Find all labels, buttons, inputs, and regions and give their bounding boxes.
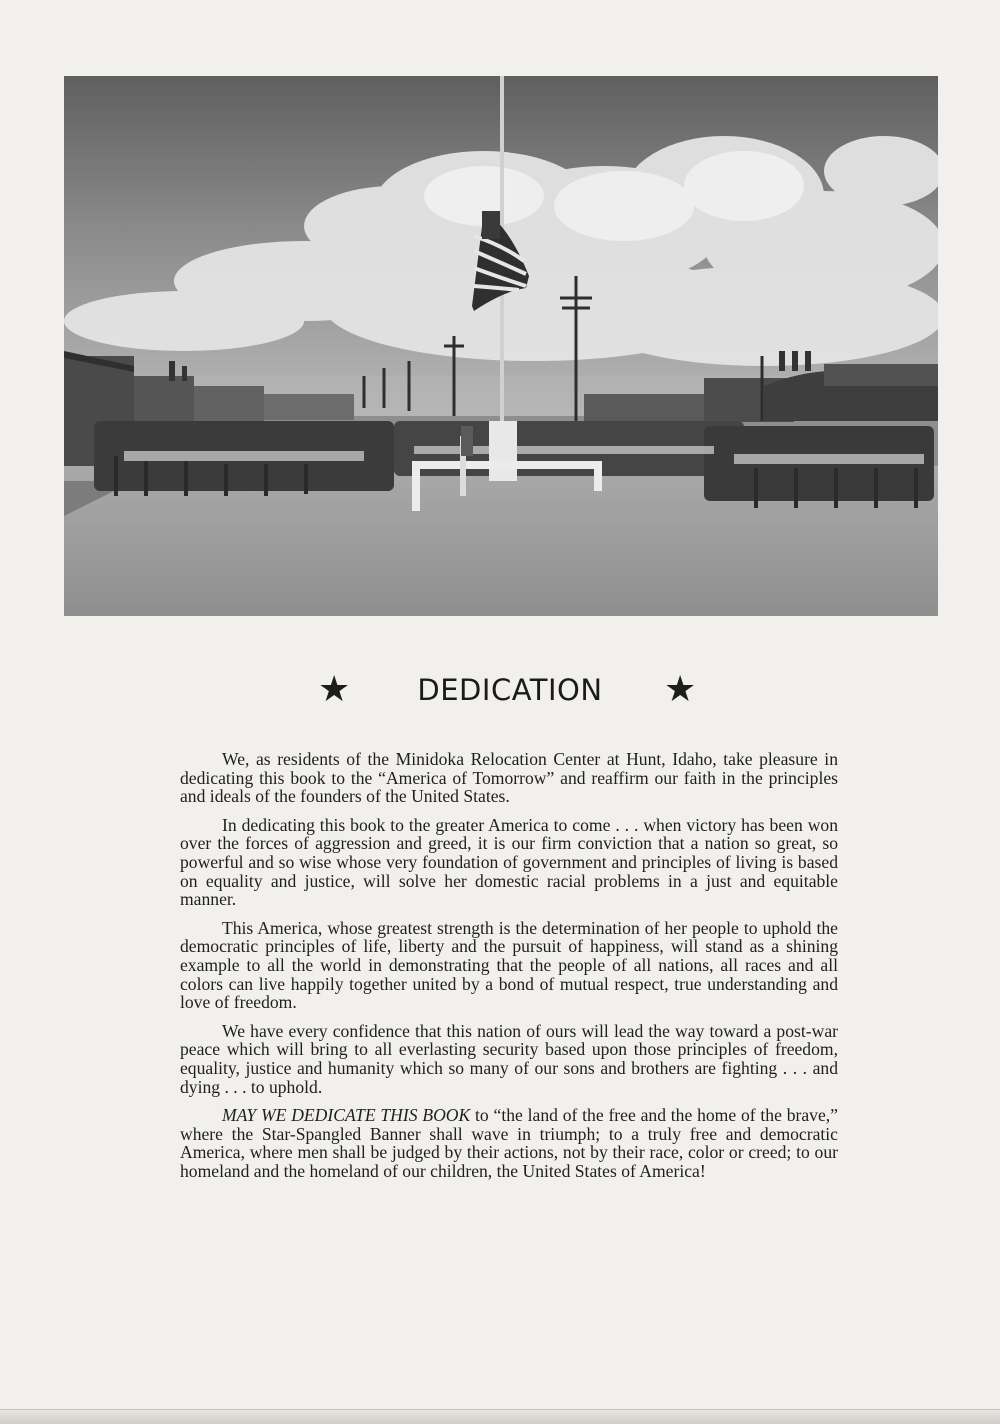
paragraph-2: In dedicating this book to the greater America to come . . . when victory has been won over the forces of aggression and greed, it is our firm conviction that a nation so great, so powerful and so wise whose very foundation of government and principles of living is based on equality and justice, will solve her domestic racial problems in a just and equitable manner.	[180, 814, 838, 910]
page-edge	[0, 1409, 1000, 1424]
star-right-icon: ★	[664, 669, 697, 710]
paragraph-4: We have every confidence that this nation of ours will lead the way toward a post-war peace which will bring to all everlasting security based upon those principles of freedom, equality, justice and humanity which so many of our sons and brothers are fighting . . . and dying . . . to uphold.	[180, 1020, 838, 1097]
paragraph-3: This America, whose greatest strength is the determination of her people to uphold the democratic principles of life, liberty and the pursuit of happiness, will stand as a shining example to all the world in demonstrating that the people of all nations, all races and all colors can live happily together united by a bond of mutual respect, true understanding and love of freedom.	[180, 917, 838, 1013]
flag-ceremony-photo	[64, 76, 938, 616]
paragraph-1: We, as residents of the Minidoka Relocation Center at Hunt, Idaho, take pleasure in dedicating this book to the “America of Tomorrow” and reaffirm our faith in the principles and ideals of the founders of the United States.	[180, 749, 838, 807]
paragraph-5-text: to “the land of the free and the home of the brave,” where the Star-Spangled Banner shall wave in triumph; to a truly free and democratic America, where men shall be judged by their actions, not by their race, color or creed; to our homeland and the homeland of our children, the United States of America!	[180, 1105, 838, 1181]
paragraph-5	[180, 1106, 838, 1180]
star-left-icon: ★	[318, 669, 351, 710]
dedication-body	[180, 750, 838, 1190]
dedication-lead: MAY WE DEDICATE THIS BOOK	[222, 1105, 471, 1126]
photo-illustration	[64, 76, 938, 616]
page-title: DEDICATION	[417, 673, 603, 707]
dedication-heading	[0, 666, 1000, 716]
